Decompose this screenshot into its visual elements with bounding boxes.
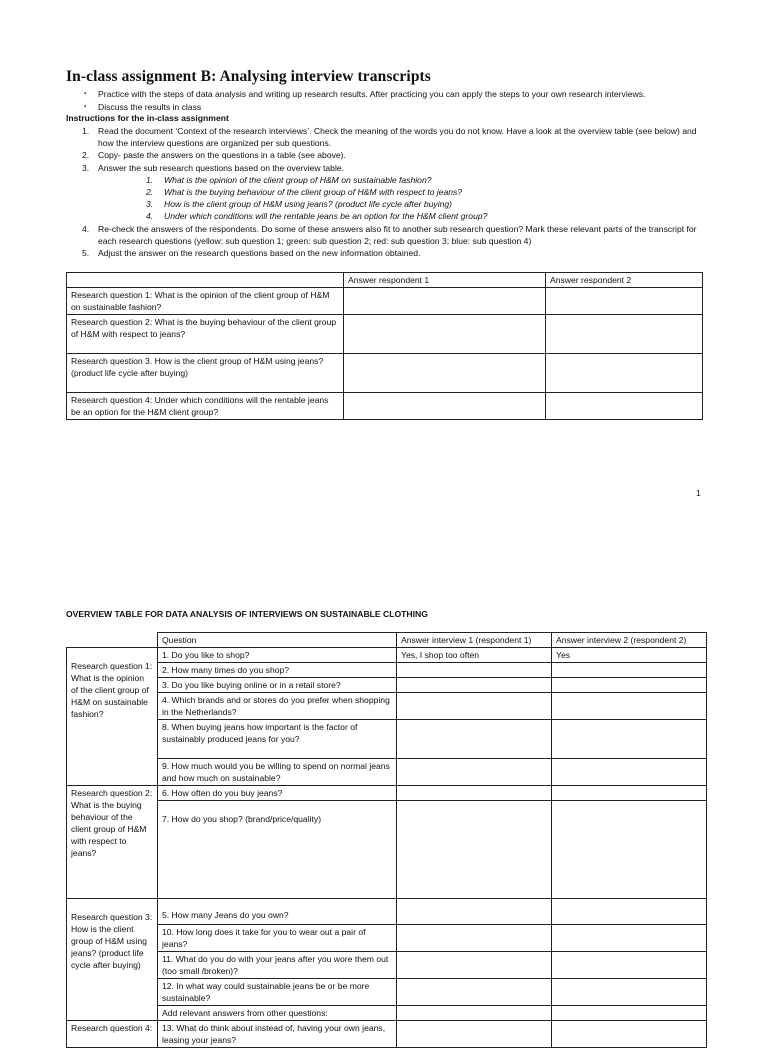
question-cell: Research question 1: What is the opinion of the client group of H&M on sustainable fashion? [67, 288, 344, 315]
step-item [66, 125, 706, 149]
table-row [67, 354, 703, 393]
step-text: Copy- paste the answers on the questions in a table (see above). [98, 150, 346, 161]
table-row [67, 759, 707, 786]
table-row [67, 648, 707, 663]
sub-question-number: 2. [146, 187, 154, 198]
answer-cell[interactable] [552, 899, 707, 925]
table-row [67, 678, 707, 693]
answer-cell[interactable] [546, 315, 703, 354]
header-cell: Answer interview 2 (respondent 2) [552, 633, 707, 648]
header-cell: Answer respondent 1 [344, 273, 546, 288]
research-question-cell: Research question 4: [67, 1021, 158, 1048]
answer-cell[interactable] [552, 759, 707, 786]
answer-cell[interactable] [397, 678, 552, 693]
answer-cell[interactable] [552, 952, 707, 979]
answer-cell[interactable] [344, 393, 546, 420]
bullet-item: ▪ Discuss the results in class [84, 101, 645, 114]
answer-cell[interactable] [397, 720, 552, 759]
table-row [67, 801, 707, 899]
step-number: 3. [82, 162, 90, 173]
table-header-row [67, 633, 707, 648]
question-cell: 1. Do you like to shop? [158, 648, 397, 663]
question-cell: 11. What do you do with your jeans after you wore them out (too small /broken)? [158, 952, 397, 979]
answer-cell[interactable] [397, 899, 552, 925]
sub-question-item [98, 198, 706, 210]
answer-cell[interactable] [552, 1006, 707, 1021]
answer-cell[interactable] [397, 1006, 552, 1021]
answer-cell[interactable] [546, 393, 703, 420]
answer-cell[interactable] [397, 979, 552, 1006]
question-cell: 2. How many times do you shop? [158, 663, 397, 678]
sub-question-item [98, 186, 706, 198]
answer-cell[interactable] [397, 693, 552, 720]
answer-cell[interactable] [344, 288, 546, 315]
sub-question-text: What is the buying behaviour of the client group of H&M with respect to jeans? [164, 187, 463, 198]
answer-cell[interactable] [552, 720, 707, 759]
page-title: In-class assignment B: Analysing interview transcripts [66, 68, 431, 85]
question-cell: 3. Do you like buying online or in a retail store? [158, 678, 397, 693]
answer-cell[interactable] [397, 1021, 552, 1048]
table-row [67, 693, 707, 720]
answer-table [66, 272, 703, 420]
answer-cell[interactable] [552, 925, 707, 952]
table-row [67, 979, 707, 1006]
bullet-item: ▪ Practice with the steps of data analysis and writing up research results. After practicing you can apply the steps to your own research interviews. [84, 88, 645, 101]
step-number: 1. [82, 126, 90, 136]
table-row [67, 1006, 707, 1021]
question-cell: 5. How many Jeans do you own? [158, 899, 397, 925]
answer-cell[interactable] [397, 801, 552, 899]
header-cell: Answer respondent 2 [546, 273, 703, 288]
answer-cell[interactable] [552, 693, 707, 720]
step-number: 5. [82, 248, 90, 259]
table-row [67, 393, 703, 420]
answer-cell: Yes, I shop too often [397, 648, 552, 663]
sub-question-text: Under which conditions will the rentable jeans be an option for the H&M client group? [164, 211, 488, 222]
sub-question-text: What is the opinion of the client group of H&M on sustainable fashion? [164, 174, 432, 185]
question-cell: Research question 2: What is the buying behaviour of the client group of H&M with respect to jeans? [67, 315, 344, 354]
instruction-steps [66, 125, 706, 259]
step-item [66, 162, 706, 223]
step-number: 4. [82, 223, 90, 234]
step-text: Read the document ‘Context of the research interviews’. Check the meaning of the words you do not know. Have a look at the overview table (see below) and how the interview questions are organized per sub questions. [98, 126, 697, 149]
question-cell: 13. What do think about instead of, having your own jeans, leasing your jeans? [158, 1021, 397, 1048]
question-cell: Add relevant answers from other questions: [158, 1006, 397, 1021]
answer-cell: Yes [552, 648, 707, 663]
sub-question-number: 3. [146, 199, 154, 210]
table-header-row [67, 273, 703, 288]
question-cell: 12. In what way could sustainable jeans be or be more sustainable? [158, 979, 397, 1006]
overview-table [66, 632, 707, 1048]
answer-cell[interactable] [397, 952, 552, 979]
answer-cell[interactable] [344, 315, 546, 354]
table-row [67, 315, 703, 354]
step-item [66, 149, 706, 161]
research-question-cell: Research question 2: What is the buying behaviour of the client group of H&M with respect to jeans? [67, 786, 158, 899]
table-row [67, 720, 707, 759]
answer-cell[interactable] [397, 925, 552, 952]
question-cell: Research question 4: Under which conditions will the rentable jeans be an option for the H&M client group? [67, 393, 344, 420]
question-cell: 10. How long does it take for you to wear out a pair of jeans? [158, 925, 397, 952]
question-cell: Research question 3. How is the client group of H&M using jeans? (product life cycle after buying) [67, 354, 344, 393]
sub-question-item [98, 174, 706, 186]
page-number: 1 [696, 488, 701, 498]
table-row [67, 899, 707, 925]
step-text: Re-check the answers of the respondents. Do some of these answers also fit to another sub research question? Mark these relevant parts of the transcript for each research questions (yellow: sub question 1; green: sub question 2; red: sub question 3; blue: sub question 4) [98, 223, 697, 246]
empty-corner-cell [67, 633, 158, 648]
sub-question-number: 4. [146, 211, 154, 222]
question-cell: 4. Which brands and or stores do you prefer when shopping in the Netherlands? [158, 693, 397, 720]
answer-cell[interactable] [552, 678, 707, 693]
research-question-cell: Research question 3: How is the client group of H&M using jeans? (product life cycle after buying) [67, 899, 158, 1021]
answer-cell[interactable] [344, 354, 546, 393]
overview-title: OVERVIEW TABLE FOR DATA ANALYSIS OF INTERVIEWS ON SUSTAINABLE CLOTHING [66, 609, 428, 619]
goal-bullets [84, 88, 645, 114]
question-cell: 6. How often do you buy jeans? [158, 786, 397, 801]
instructions-heading: Instructions for the in-class assignment [66, 113, 229, 123]
answer-cell[interactable] [552, 786, 707, 801]
table-row [67, 1021, 707, 1048]
answer-cell[interactable] [552, 801, 707, 899]
answer-cell[interactable] [397, 786, 552, 801]
step-text: Answer the sub research questions based on the overview table. [98, 162, 345, 173]
question-cell: 9. How much would you be willing to spend on normal jeans and how much on sustainable? [158, 759, 397, 786]
sub-question-text: How is the client group of H&M using jeans? (product life cycle after buying) [164, 199, 453, 210]
header-cell: Answer interview 1 (respondent 1) [397, 633, 552, 648]
sub-questions-list [98, 174, 706, 223]
answer-cell[interactable] [397, 759, 552, 786]
question-cell: 7. How do you shop? (brand/price/quality) [158, 801, 397, 899]
step-text: Adjust the answer on the research questions based on the new information obtained. [98, 248, 421, 259]
header-cell [67, 273, 344, 288]
table-row [67, 663, 707, 678]
header-cell: Question [158, 633, 397, 648]
answer-cell[interactable] [552, 663, 707, 678]
table-row [67, 925, 707, 952]
table-row [67, 786, 707, 801]
table-row [67, 952, 707, 979]
answer-cell[interactable] [546, 288, 703, 315]
step-number: 2. [82, 150, 90, 161]
sub-question-number: 1. [146, 174, 154, 185]
answer-cell[interactable] [546, 354, 703, 393]
question-cell: 8. When buying jeans how important is the factor of sustainably produced jeans for you? [158, 720, 397, 759]
sub-question-item [98, 210, 706, 222]
answer-cell[interactable] [552, 979, 707, 1006]
step-item [66, 247, 706, 259]
research-question-cell: Research question 1: What is the opinion of the client group of H&M on sustainable fashion? [67, 648, 158, 786]
answer-cell[interactable] [552, 1021, 707, 1048]
table-row [67, 288, 703, 315]
answer-cell[interactable] [397, 663, 552, 678]
step-item [66, 223, 706, 247]
